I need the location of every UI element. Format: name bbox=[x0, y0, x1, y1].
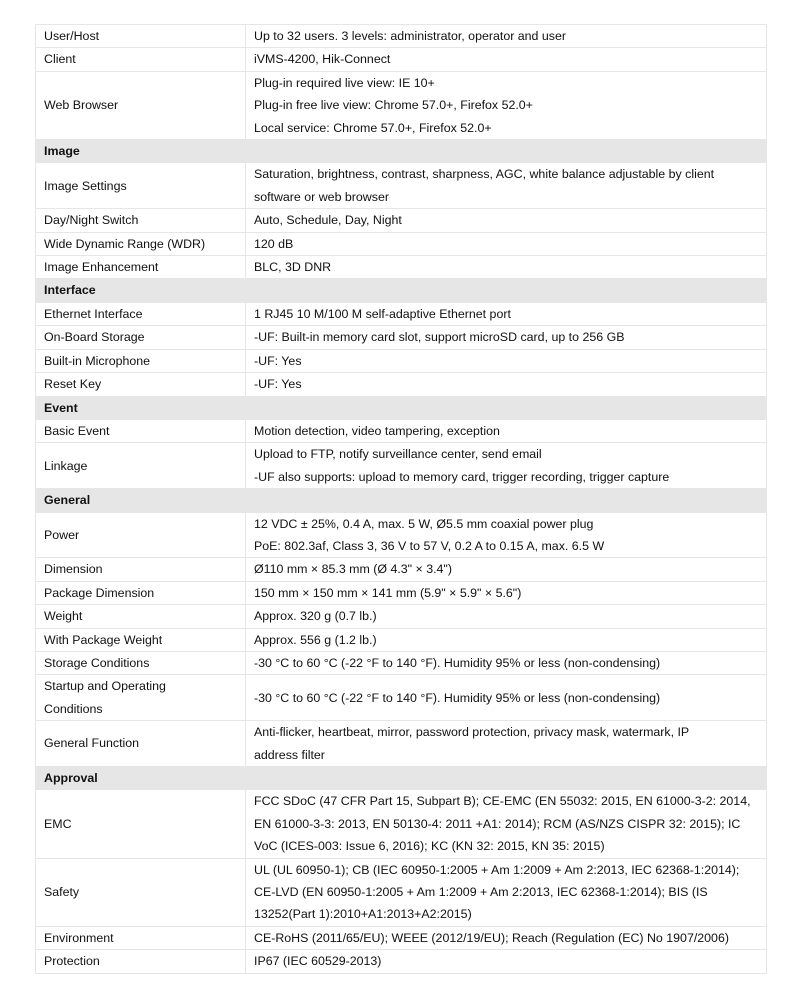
spec-value-line: Local service: Chrome 57.0+, Firefox 52.0+ bbox=[254, 120, 492, 135]
spec-label: Environment bbox=[36, 926, 246, 949]
spec-row bbox=[36, 605, 767, 628]
spec-value-line: Up to 32 users. 3 levels: administrator, operator and user bbox=[254, 29, 566, 43]
spec-value bbox=[246, 302, 767, 325]
section-title: Approval bbox=[36, 767, 767, 790]
spec-value bbox=[246, 443, 767, 489]
spec-value bbox=[246, 373, 767, 396]
spec-label: Package Dimension bbox=[36, 581, 246, 604]
spec-label-line: Conditions bbox=[44, 701, 103, 716]
spec-label bbox=[36, 675, 246, 721]
spec-value-line: Plug-in required live view: IE 10+ bbox=[254, 75, 435, 90]
spec-value-line: PoE: 802.3af, Class 3, 36 V to 57 V, 0.2 A to 0.15 A, max. 6.5 W bbox=[254, 538, 605, 553]
spec-value bbox=[246, 326, 767, 349]
spec-value bbox=[246, 419, 767, 442]
spec-value-line: FCC SDoC (47 CFR Part 15, Subpart B); CE-EMC (EN 55032: 2015, EN 61000-3-2: 2014, bbox=[254, 794, 751, 809]
spec-value-line: -UF also supports: upload to memory card, trigger recording, trigger capture bbox=[254, 469, 670, 484]
spec-label: User/Host bbox=[36, 25, 246, 48]
spec-row bbox=[36, 790, 767, 858]
section-title: General bbox=[36, 489, 767, 512]
spec-value bbox=[246, 950, 767, 973]
spec-value bbox=[246, 605, 767, 628]
spec-label-line: Startup and Operating bbox=[44, 679, 166, 694]
spec-value-line: -UF: Yes bbox=[254, 353, 302, 368]
spec-value-line: Approx. 320 g (0.7 lb.) bbox=[254, 609, 377, 624]
spec-value-line: CE-LVD (EN 60950-1:2005 + Am 1:2009 + Am 2:2013, IEC 62368-1:2014); BIS (IS bbox=[254, 885, 708, 900]
spec-value bbox=[246, 721, 767, 767]
spec-row bbox=[36, 443, 767, 489]
section-title: Image bbox=[36, 140, 767, 163]
spec-value bbox=[246, 232, 767, 255]
spec-label: Built-in Microphone bbox=[36, 349, 246, 372]
spec-value-line: address filter bbox=[254, 747, 325, 762]
spec-value-line: Approx. 556 g (1.2 lb.) bbox=[254, 632, 377, 647]
section-header-row bbox=[36, 767, 767, 790]
spec-label: Dimension bbox=[36, 558, 246, 581]
spec-label: Power bbox=[36, 512, 246, 558]
spec-value-line: 1 RJ45 10 M/100 M self-adaptive Ethernet port bbox=[254, 306, 511, 321]
spec-label: Client bbox=[36, 48, 246, 71]
spec-value-line: EN 61000-3-3: 2013, EN 50130-4: 2011 +A1: 2014); RCM (AS/NZS CISPR 32: 2015); IC bbox=[254, 816, 741, 831]
spec-row bbox=[36, 326, 767, 349]
spec-table-body bbox=[36, 25, 767, 974]
section-title: Interface bbox=[36, 279, 767, 302]
spec-value bbox=[246, 48, 767, 71]
spec-value-line: 120 dB bbox=[254, 236, 294, 251]
spec-label: EMC bbox=[36, 790, 246, 858]
spec-value bbox=[246, 675, 767, 721]
spec-row bbox=[36, 512, 767, 558]
spec-value bbox=[246, 628, 767, 651]
spec-label: General Function bbox=[36, 721, 246, 767]
section-header-row bbox=[36, 489, 767, 512]
spec-label: Web Browser bbox=[36, 71, 246, 139]
spec-row bbox=[36, 581, 767, 604]
spec-value bbox=[246, 71, 767, 139]
spec-value bbox=[246, 558, 767, 581]
spec-row bbox=[36, 302, 767, 325]
spec-value bbox=[246, 858, 767, 926]
spec-value-line: UL (UL 60950-1); CB (IEC 60950-1:2005 + Am 1:2009 + Am 2:2013, IEC 62368-1:2014); bbox=[254, 862, 740, 877]
spec-label: Linkage bbox=[36, 443, 246, 489]
spec-row bbox=[36, 349, 767, 372]
spec-value-line: iVMS-4200, Hik-Connect bbox=[254, 52, 391, 67]
spec-label: Weight bbox=[36, 605, 246, 628]
spec-value-line: -UF: Built-in memory card slot, support microSD card, up to 256 GB bbox=[254, 330, 625, 345]
spec-value-line: 150 mm × 150 mm × 141 mm (5.9" × 5.9" × 5.6") bbox=[254, 585, 522, 600]
spec-value bbox=[246, 209, 767, 232]
spec-label: Storage Conditions bbox=[36, 651, 246, 674]
spec-row bbox=[36, 209, 767, 232]
spec-label: Image Enhancement bbox=[36, 256, 246, 279]
spec-value bbox=[246, 926, 767, 949]
spec-value bbox=[246, 512, 767, 558]
section-title: Event bbox=[36, 396, 767, 419]
spec-value bbox=[246, 349, 767, 372]
spec-value-line: BLC, 3D DNR bbox=[254, 260, 332, 275]
spec-value bbox=[246, 581, 767, 604]
spec-table bbox=[35, 24, 767, 974]
spec-row bbox=[36, 558, 767, 581]
spec-row bbox=[36, 419, 767, 442]
spec-value-line: Saturation, brightness, contrast, sharpness, AGC, white balance adjustable by client bbox=[254, 167, 715, 182]
spec-row bbox=[36, 950, 767, 973]
spec-value bbox=[246, 25, 767, 48]
spec-row bbox=[36, 163, 767, 209]
spec-value bbox=[246, 790, 767, 858]
spec-row bbox=[36, 628, 767, 651]
spec-value-line: software or web browser bbox=[254, 189, 389, 204]
spec-value-line: -30 °C to 60 °C (-22 °F to 140 °F). Humidity 95% or less (non-condensing) bbox=[254, 690, 661, 705]
spec-label: Safety bbox=[36, 858, 246, 926]
spec-label: Reset Key bbox=[36, 373, 246, 396]
spec-value-line: Ø110 mm × 85.3 mm (Ø 4.3" × 3.4") bbox=[254, 562, 452, 577]
spec-row bbox=[36, 651, 767, 674]
spec-row bbox=[36, 721, 767, 767]
spec-value-line: Auto, Schedule, Day, Night bbox=[254, 213, 402, 228]
section-header-row bbox=[36, 279, 767, 302]
spec-value-line: Anti-flicker, heartbeat, mirror, password protection, privacy mask, watermark, IP bbox=[254, 725, 690, 740]
spec-label: Ethernet Interface bbox=[36, 302, 246, 325]
spec-row bbox=[36, 25, 767, 48]
spec-label: Day/Night Switch bbox=[36, 209, 246, 232]
spec-row bbox=[36, 675, 767, 721]
spec-value-line: -UF: Yes bbox=[254, 377, 302, 392]
spec-row bbox=[36, 858, 767, 926]
spec-value-line: VoC (ICES-003: Issue 6, 2016); KC (KN 32: 2015, KN 35: 2015) bbox=[254, 839, 605, 854]
spec-value-line: CE-RoHS (2011/65/EU); WEEE (2012/19/EU); Reach (Regulation (EC) No 1907/2006) bbox=[254, 930, 729, 945]
spec-value bbox=[246, 256, 767, 279]
spec-row bbox=[36, 48, 767, 71]
spec-value-line: -30 °C to 60 °C (-22 °F to 140 °F). Humidity 95% or less (non-condensing) bbox=[254, 655, 661, 670]
spec-row bbox=[36, 373, 767, 396]
spec-value-line: 13252(Part 1):2010+A1:2013+A2:2015) bbox=[254, 907, 472, 922]
spec-value-line: Upload to FTP, notify surveillance center, send email bbox=[254, 447, 542, 462]
section-header-row bbox=[36, 140, 767, 163]
spec-value-line: Motion detection, video tampering, exception bbox=[254, 423, 500, 438]
spec-value bbox=[246, 651, 767, 674]
spec-row bbox=[36, 926, 767, 949]
spec-label: On-Board Storage bbox=[36, 326, 246, 349]
spec-value bbox=[246, 163, 767, 209]
spec-value-line: IP67 (IEC 60529-2013) bbox=[254, 954, 382, 969]
spec-value-line: 12 VDC ± 25%, 0.4 A, max. 5 W, Ø5.5 mm coaxial power plug bbox=[254, 516, 594, 531]
spec-label: Image Settings bbox=[36, 163, 246, 209]
spec-value-line: Plug-in free live view: Chrome 57.0+, Firefox 52.0+ bbox=[254, 98, 533, 113]
spec-label: With Package Weight bbox=[36, 628, 246, 651]
spec-label: Protection bbox=[36, 950, 246, 973]
section-header-row bbox=[36, 396, 767, 419]
spec-row bbox=[36, 71, 767, 139]
spec-label: Basic Event bbox=[36, 419, 246, 442]
spec-row bbox=[36, 232, 767, 255]
spec-row bbox=[36, 256, 767, 279]
spec-label: Wide Dynamic Range (WDR) bbox=[36, 232, 246, 255]
